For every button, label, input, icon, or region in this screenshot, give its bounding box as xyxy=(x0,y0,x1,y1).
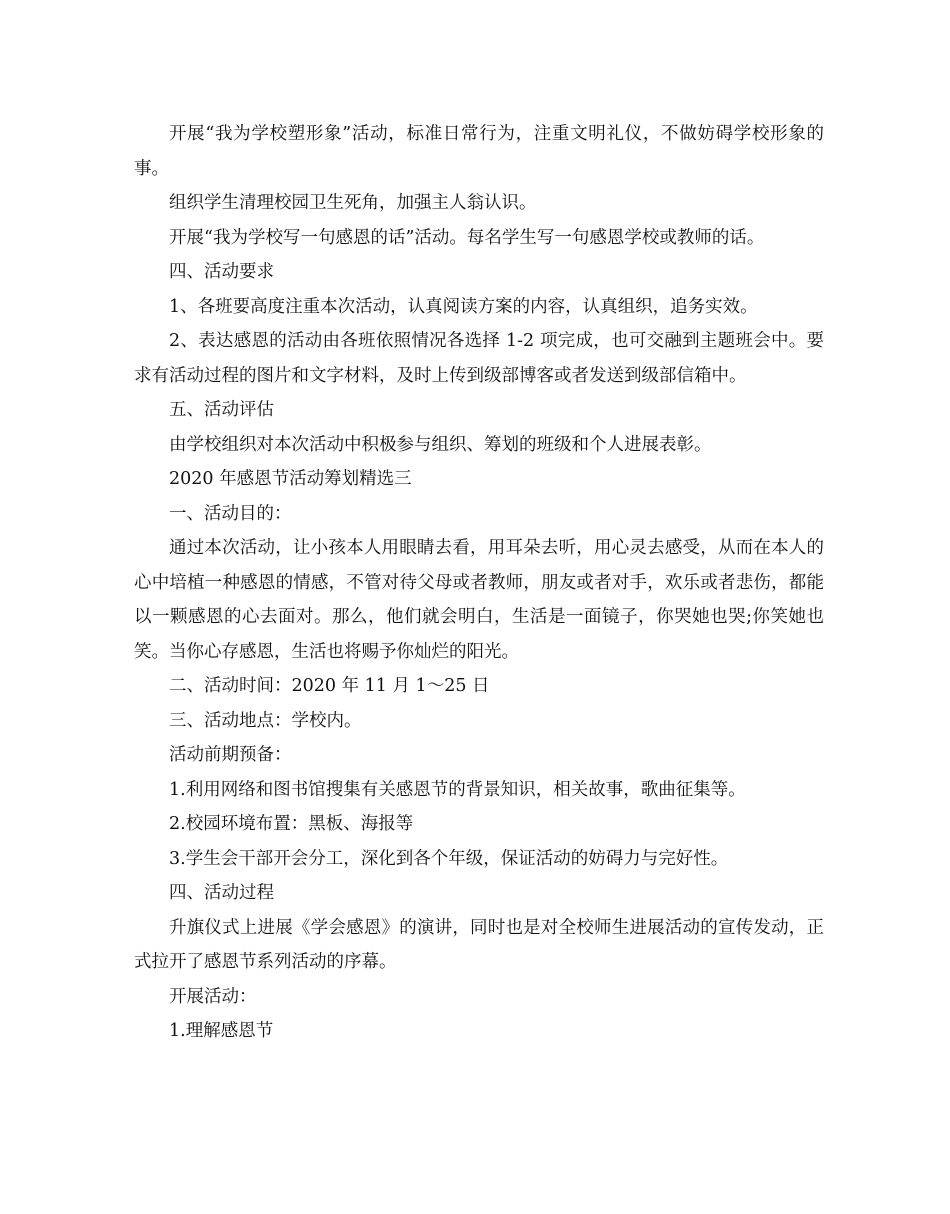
paragraph-requirement-2: 2、表达感恩的活动由各班依照情况各选择 1-2 项完成，也可交融到主题班会中。要求有活动过程的图片和文字材料，及时上传到级部博客或者发送到级部信箱中。 xyxy=(134,331,824,386)
heading-requirements: 四、活动要求 xyxy=(169,262,274,282)
heading-activities: 开展活动： xyxy=(169,986,257,1007)
paragraph-gratitude-sentence: 开展“我为学校写一句感恩的话”活动。每名学生写一句感恩学校或教师的话。 xyxy=(169,227,765,248)
paragraph-purpose: 通过本次活动，让小孩本人用眼睛去看，用耳朵去听，用心灵去感受，从而在本人的心中培植一种感恩的情感，不管对待父母或者教师，朋友或者对手，欢乐或者悲伤，都能以一颗感恩的心去面对。那么，他们就会明白，生活是一面镜子，你哭她也哭;你笑她也笑。当你心存感恩，生活也将赐予你灿烂的阳光。 xyxy=(134,538,824,662)
paragraph-time: 二、活动时间：2020 年 11 月 1～25 日 xyxy=(169,676,490,696)
paragraph-prep-3: 3.学生会干部开会分工，深化到各个年级，保证活动的妨碍力与完好性。 xyxy=(169,848,729,869)
paragraph-location: 三、活动地点：学校内。 xyxy=(169,710,362,731)
heading-purpose: 一、活动目的： xyxy=(169,503,292,524)
paragraph-activity-image: 开展“我为学校塑形象”活动，标准日常行为，注重文明礼仪，不做妨碍学校形象的事。 xyxy=(134,124,824,179)
paragraph-prep-1: 1.利用网络和图书馆搜集有关感恩节的背景知识，相关故事，歌曲征集等。 xyxy=(169,779,746,800)
paragraph-evaluation: 由学校组织对本次活动中积极参与组织、筹划的班级和个人进展表彰。 xyxy=(169,434,712,455)
heading-evaluation: 五、活动评估 xyxy=(169,400,274,420)
paragraph-activity-1: 1.理解感恩节 xyxy=(169,1021,274,1041)
section-title-plan-three: 2020 年感恩节活动筹划精选三 xyxy=(169,469,412,489)
document-body xyxy=(134,117,824,1049)
paragraph-requirement-1: 1、各班要高度注重本次活动，认真阅读方案的内容，认真组织，追务实效。 xyxy=(169,296,758,317)
paragraph-cleanup: 组织学生清理校园卫生死角，加强主人翁认识。 xyxy=(169,193,537,213)
heading-preparation: 活动前期预备： xyxy=(169,745,292,765)
heading-process: 四、活动过程 xyxy=(169,883,274,903)
paragraph-flag-ceremony: 升旗仪式上进展《学会感恩》的演讲，同时也是对全校师生进展活动的宣传发动，正式拉开了感恩节系列活动的序幕。 xyxy=(134,917,824,972)
paragraph-prep-2: 2.校园环境布置：黑板、海报等 xyxy=(169,814,414,834)
